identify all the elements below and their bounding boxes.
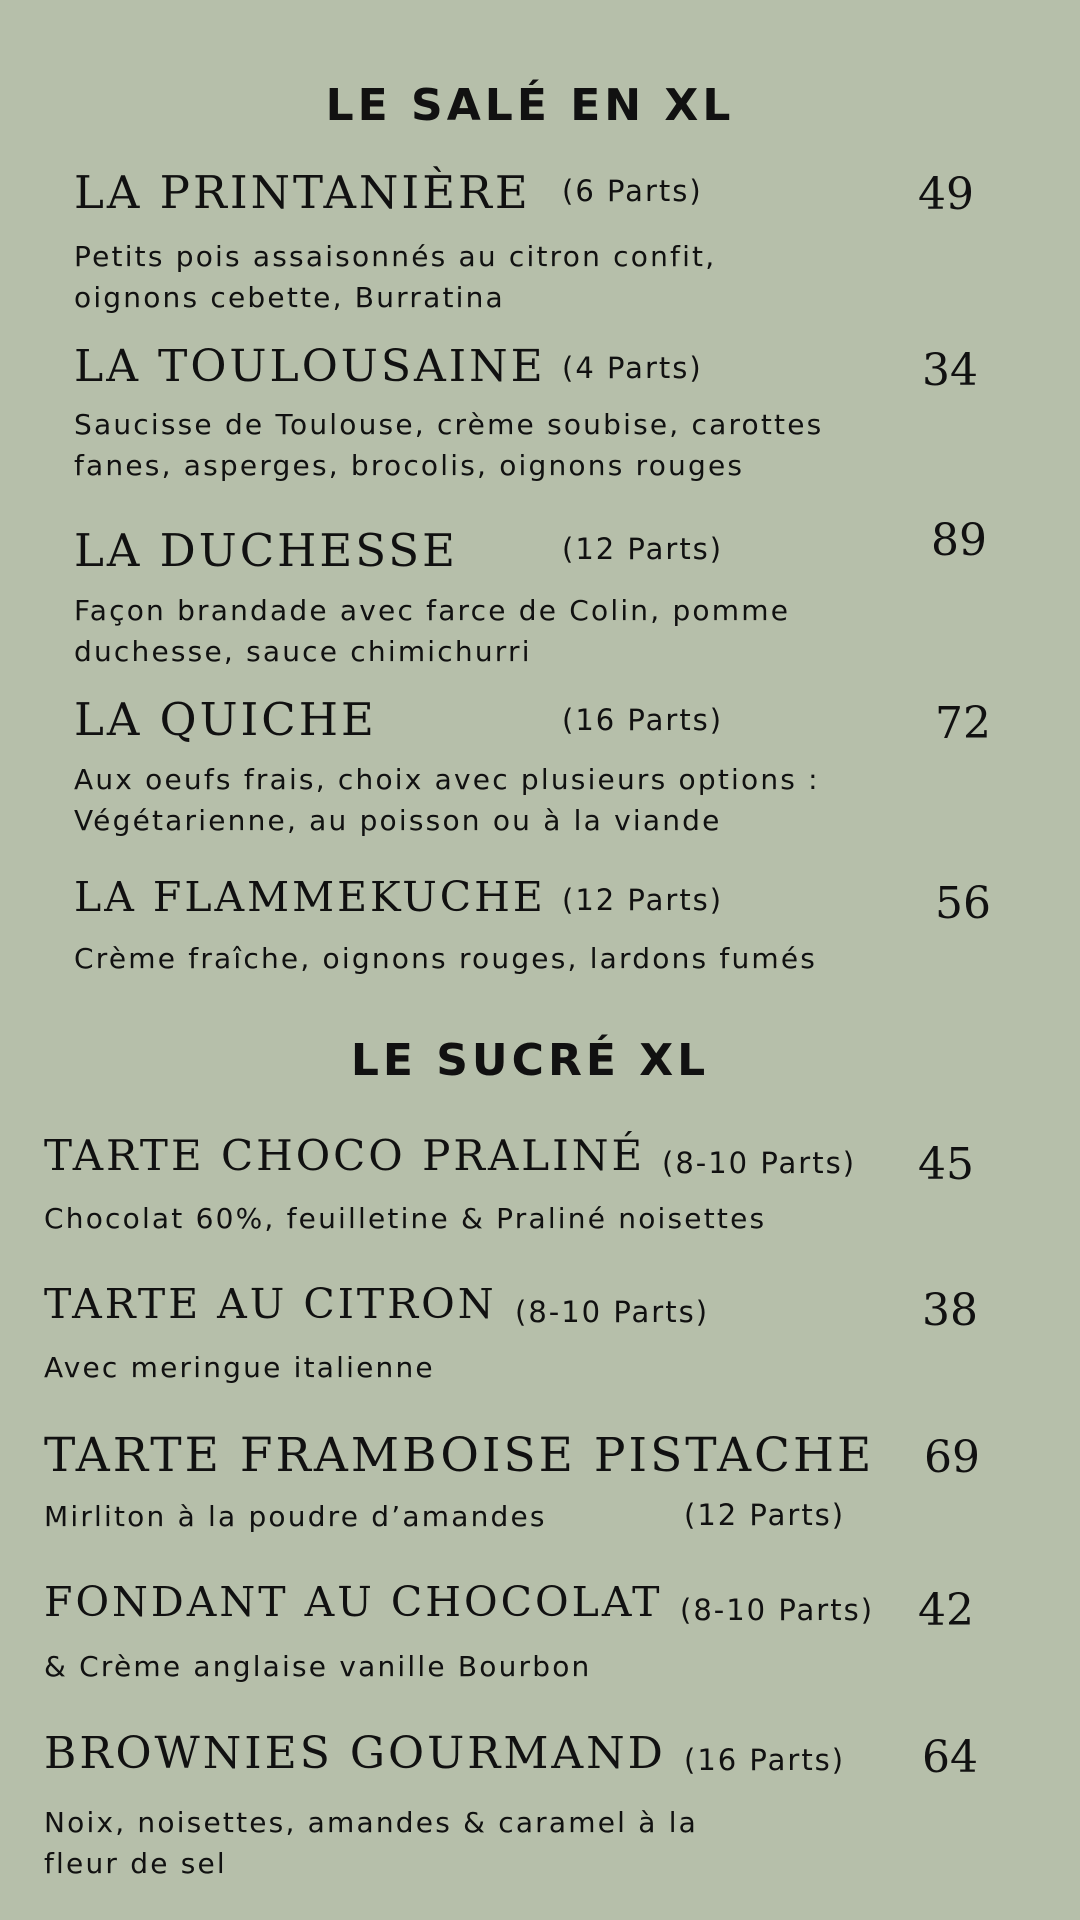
item-name: LA QUICHE — [74, 693, 377, 746]
item-price: 34 — [922, 345, 978, 396]
section-title-sale: LE SALÉ EN XL — [325, 80, 735, 131]
item-parts: (4 Parts) — [562, 351, 703, 385]
section-title-sucre: LE SUCRÉ XL — [350, 1035, 710, 1086]
item-name: FONDANT AU CHOCOLAT — [44, 1578, 663, 1626]
item-description: & Crème anglaise vanille Bourbon — [44, 1650, 592, 1683]
item-price: 45 — [918, 1139, 974, 1190]
item-description: Noix, noisettes, amandes & caramel à la fleur de sel — [44, 1806, 699, 1880]
item-name: LA FLAMMEKUCHE — [74, 873, 546, 921]
item-description: Mirliton à la poudre d’amandes — [44, 1500, 547, 1533]
item-name: LA TOULOUSAINE — [74, 341, 546, 392]
item-parts: (16 Parts) — [684, 1743, 846, 1777]
item-parts: (6 Parts) — [562, 174, 703, 208]
item-price: 89 — [931, 515, 987, 566]
item-price: 49 — [918, 169, 974, 220]
item-parts: (16 Parts) — [562, 703, 724, 737]
item-name: TARTE AU CITRON — [44, 1280, 497, 1328]
item-name: LA PRINTANIÈRE — [74, 166, 531, 219]
item-price: 64 — [922, 1732, 978, 1783]
item-name: LA DUCHESSE — [74, 524, 458, 577]
item-parts: (12 Parts) — [562, 532, 724, 566]
item-description: Chocolat 60%, feuilletine & Praliné noisettes — [44, 1202, 767, 1235]
item-parts: (12 Parts) — [562, 883, 724, 917]
item-price: 56 — [935, 878, 991, 929]
item-description: Avec meringue italienne — [44, 1351, 435, 1384]
item-description: Crème fraîche, oignons rouges, lardons fumés — [74, 942, 818, 975]
item-name: TARTE CHOCO PRALINÉ — [44, 1131, 646, 1180]
item-description: Façon brandade avec farce de Colin, pomme duchesse, sauce chimichurri — [74, 594, 791, 668]
item-price: 38 — [922, 1285, 978, 1336]
item-price: 69 — [924, 1432, 980, 1483]
item-name: TARTE FRAMBOISE PISTACHE — [44, 1428, 875, 1483]
item-price: 72 — [935, 698, 991, 749]
item-parts: (8-10 Parts) — [662, 1146, 857, 1180]
item-parts: (8-10 Parts) — [680, 1593, 875, 1627]
item-description: Saucisse de Toulouse, crème soubise, carottes fanes, asperges, brocolis, oignons rouges — [74, 408, 824, 482]
item-parts: (8-10 Parts) — [515, 1295, 710, 1329]
item-price: 42 — [918, 1585, 974, 1636]
item-parts: (12 Parts) — [684, 1498, 846, 1532]
item-description: Aux oeufs frais, choix avec plusieurs options : Végétarienne, au poisson ou à la viande — [74, 763, 820, 837]
item-name: BROWNIES GOURMAND — [44, 1728, 666, 1779]
item-description: Petits pois assaisonnés au citron confit, oignons cebette, Burratina — [74, 240, 717, 314]
